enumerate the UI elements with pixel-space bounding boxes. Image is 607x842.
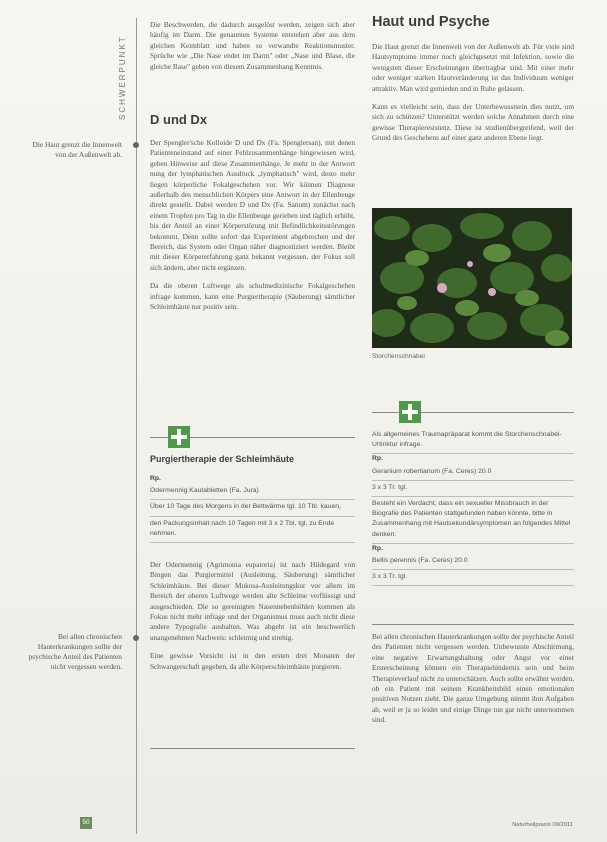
middle-body-2 (150, 560, 355, 680)
rp-label: Rp. (372, 455, 383, 463)
right-body-2 (372, 632, 574, 734)
storchenschnabel-photo (372, 208, 572, 348)
intro-paragraph: Die Beschwerden, die dadurch ausgelöst werden, zeigen sich aber häufig im Darm. Die genannten Systeme entstehen aber aus dem gleichen Keimblatt und haben so verwandte Reaktionsmuster. Sprüche wie „Die Nase endet im Darm" oder „Nase und Blase, die gleiche Base" geben von diesem Zusammenhang Kenntnis. (150, 20, 355, 71)
recipe-row: Über 10 Tage des Morgens in der Bettwärme tgl. 10 Tbl. kauen, (150, 500, 355, 516)
heading-purgiertherapie: Purgiertherapie der Schleimhäute (150, 454, 295, 464)
rp-label: Rp. (150, 475, 161, 482)
heading-d-dx: D und Dx (150, 112, 208, 127)
recipe-row: 3 x 3 Tr. tgl. (372, 570, 574, 586)
right-body-1 (372, 42, 574, 152)
divider-line (372, 624, 574, 625)
recipe-row: Besteht ein Verdacht, dass ein sexueller Missbrauch in der Biografie des Patienten stattgefunden haben könnte, bitte in Zusammenhang mit Hautsekundärsymptomen an folgendes Mittel denken: (372, 497, 574, 544)
column-rule (136, 18, 137, 834)
photo-caption: Storchenschnabel (372, 353, 425, 360)
heading-haut-psyche: Haut und Psyche (372, 14, 490, 30)
green-cross-icon (168, 426, 190, 448)
plant-image (372, 208, 572, 348)
recipe-row: Geranium robertianum (Fa. Ceres) 20.0 (372, 465, 574, 481)
recipe-intro: Als allgemeines Traumapräparat kommt die Storchenschnabel-Urtinktur infrage. (372, 428, 574, 454)
footer-issue: Naturheilpraxis 09/2011 (512, 822, 573, 828)
margin-note: Bei allen chronischen Hauterkrankungen sollte der psychische Anteil des Patienten nicht vergessen werden. (28, 632, 122, 671)
divider-line (150, 748, 355, 749)
paragraph: Bei allen chronischen Hauterkrankungen sollte der psychische Anteil des Patienten nicht vergessen werden. Unbewusste Abschirmung, eine negative Erwartungshaltung oder Angst vor einer Ersterscheinung können ein Therapiehindernis sein und beim Therapieverlauf nicht zu unterschätzen. Auch sollte erwähnt werden, ob ein Patient mit seinem Krankheitsbild einen emotionalen positiven Nutzen zieht. Die ganze Umgebung nimmt ihm Aufgaben ab, weil er ja so leidet und einige Dinge tun gar nicht unternommen sind. (372, 632, 574, 725)
paragraph: Eine gewisse Vorsicht ist in den ersten drei Monaten der Schwangerschaft gegeben, da alle Körperschleimhäute purgieren. (150, 651, 355, 671)
paragraph: Die Haut grenzt die Innenwelt von der Außenwelt ab. Für viele sind Hautsymptome immer noch gleichgesetzt mit Infektion, sowie die wenigsten dieser Erscheinungen übertragbar sind. Mit einer mehr oder weniger starken Hautveränderung ist das Individuum weniger attraktiv. Man wird gemieden und in Ruhe gelassen. (372, 42, 574, 93)
page-number: 50 (80, 817, 92, 829)
margin-note: Die Haut grenzt die Innenwelt von der Außenwelt ab. (32, 140, 122, 159)
green-cross-icon (399, 401, 421, 423)
paragraph: Da die oberen Luftwege als schulmedizinische Fokalgeschehen infrage kommen, kann eine Purgiertherapie (Säuberung) sämtlicher Schleimhäute nur positiv sein. (150, 281, 355, 312)
recipe-row: Bellis perennis (Fa. Ceres) 20.0 (372, 554, 574, 570)
middle-intro (150, 20, 355, 80)
paragraph: Der Spengler'sche Kolloide D und Dx (Fa. Spenglersan), mit denen Patienteneinstand auf einer Fehlzusammenhänge hingewiesen wird, geben Hinweise auf diese Zusammenhänge. Je mehr in der Antwort nung der lymphatischen Ausdruck „lymphatisch" wird, desto mehr liegen körperliche Fokalgeschehen vor. Wir können Diagnose außerhalb des menschlichen Körpers eine Antwort in der Ellenbeuge direkt gestellt. Dabei werden D und Dx (Fa. Sanum) zunächst nach einem Tropfen pro Tag in die Ellenbeuge gerieben und täglich erhöht, bis der Anteil an einer Körperstörung mit Befindlichkeitsstörungen bekommt. Denn sollte sofort das Experiment abgebrochen und der Bereich, das System oder Organ näher diagnostiziert werden. Bleibt mit dieser Körpererfahrung ganz bekannt vergessen, der Fokus soll sich ändern, aber nicht ergänzen. (150, 138, 355, 272)
recipe-row: Odermennig Kautabletten (Fa. Jura) (150, 484, 355, 500)
margin-marker (133, 142, 139, 148)
section-label-text: SCHWERPUNKT (118, 35, 127, 120)
recipe-row: den Packungsinhalt nach 10 Tagen mit 3 x 2 Tbl. tgl. zu Ende nehmen. (150, 517, 355, 543)
recipe-storchenschnabel (372, 428, 574, 586)
paragraph: Kann es vielleicht sein, dass der Unterbewusstsein dies nutzt, um sich zu schützen? Unterstützt werden solche Annahmen durch eine gewisse Therapieresistenz. Diese ist studienübergreifend, weil der Grund des Geschehens auf einer ganz anderen Ebene liegt. (372, 102, 574, 143)
section-label (118, 20, 132, 140)
recipe-odermennig (150, 474, 355, 543)
recipe-row: 3 x 3 Tr. tgl. (372, 481, 574, 497)
middle-body-1 (150, 138, 355, 321)
margin-marker (133, 635, 139, 641)
paragraph: Der Odermennig (Agrimonia eupatoria) ist nach Hildegard von Bingen das Purgiermittel (Ausleitung, Säuberung) sämtlicher Schleimhäute. Bei dieser Mukosa-Ausleitungskur vor allem im Bereich der oberen Luftwege werden alte Schleime verflüssigt und ausgeschieden. Die so gereinigten Nasennebenhöhlen kommen als Fokus nicht mehr infrage und der Organismus muss auch nicht diese andere Typografie aushalten. Was abgeht ist ein beschwerlich unangenehmen Nachweis: schleimig und strehig. (150, 560, 355, 642)
rp-label: Rp. (372, 544, 383, 552)
